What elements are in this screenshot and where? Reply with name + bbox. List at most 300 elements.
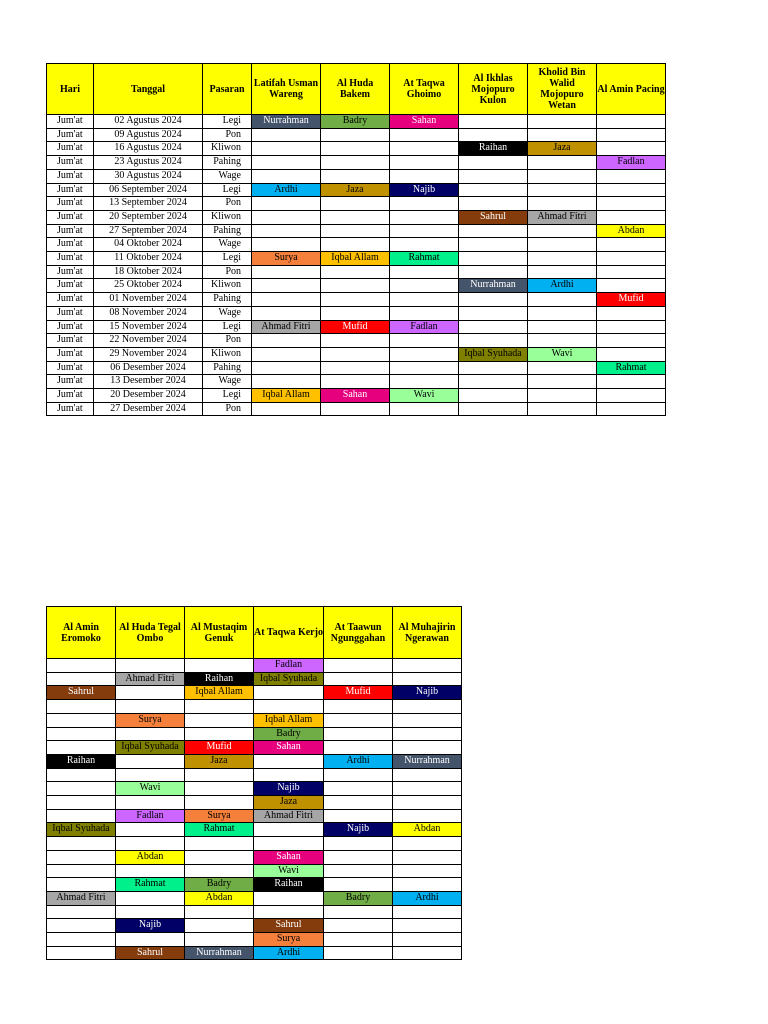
- table-cell: [47, 850, 116, 864]
- table-row: [47, 823, 462, 837]
- table-cell: Jum'at: [47, 156, 94, 170]
- table-cell: Legi: [203, 389, 252, 403]
- table-cell: Jum'at: [47, 142, 94, 156]
- column-header: Hari: [47, 64, 94, 115]
- table-cell: [185, 905, 254, 919]
- table-cell: Raihan: [47, 754, 116, 768]
- table-cell: [252, 142, 321, 156]
- table-cell: 22 November 2024: [94, 334, 203, 348]
- table-cell: [390, 375, 459, 389]
- table-cell: Mufid: [321, 320, 390, 334]
- table-cell: [597, 279, 666, 293]
- table-cell: [459, 224, 528, 238]
- table-cell: [324, 864, 393, 878]
- table-cell: [393, 905, 462, 919]
- table-cell: Pon: [203, 265, 252, 279]
- table-cell: [459, 265, 528, 279]
- table-cell: Sahan: [390, 115, 459, 129]
- table-row: [47, 347, 666, 361]
- table-cell: Badry: [185, 878, 254, 892]
- table-cell: [528, 197, 597, 211]
- table-cell: [459, 361, 528, 375]
- table-cell: [597, 306, 666, 320]
- table-cell: Wavi: [390, 389, 459, 403]
- table-cell: [324, 919, 393, 933]
- table-cell: Jum'at: [47, 115, 94, 129]
- table-cell: [528, 183, 597, 197]
- table-cell: Jum'at: [47, 306, 94, 320]
- table-cell: [390, 293, 459, 307]
- table-cell: [528, 334, 597, 348]
- table-cell: 08 November 2024: [94, 306, 203, 320]
- table-row: [47, 224, 666, 238]
- table-cell: [459, 183, 528, 197]
- table-cell: Pon: [203, 197, 252, 211]
- table-row: [47, 713, 462, 727]
- table-cell: [47, 700, 116, 714]
- table-cell: [459, 375, 528, 389]
- table-cell: Legi: [203, 115, 252, 129]
- table-cell: Badry: [321, 115, 390, 129]
- table-cell: Abdan: [185, 891, 254, 905]
- table-cell: [321, 224, 390, 238]
- table-cell: [324, 933, 393, 947]
- table-cell: Wage: [203, 375, 252, 389]
- table-cell: [324, 796, 393, 810]
- table-cell: [459, 169, 528, 183]
- table-cell: [185, 837, 254, 851]
- table-cell: [324, 727, 393, 741]
- table-cell: [185, 727, 254, 741]
- table-cell: 13 Desember 2024: [94, 375, 203, 389]
- table-row: [47, 672, 462, 686]
- table-cell: [321, 238, 390, 252]
- table-cell: [393, 782, 462, 796]
- column-header: Al Huda Bakem: [321, 64, 390, 115]
- schedule-table-1: [46, 63, 666, 416]
- table-cell: Jaza: [528, 142, 597, 156]
- table-cell: Wage: [203, 238, 252, 252]
- table-row: [47, 782, 462, 796]
- table-cell: [390, 210, 459, 224]
- table-cell: [116, 837, 185, 851]
- table-cell: Jum'at: [47, 334, 94, 348]
- table-cell: Rahmat: [185, 823, 254, 837]
- table-row: [47, 402, 666, 416]
- table-row: [47, 768, 462, 782]
- table-cell: [597, 197, 666, 211]
- table-row: [47, 809, 462, 823]
- table-cell: [528, 224, 597, 238]
- table-cell: [321, 197, 390, 211]
- table-cell: [47, 905, 116, 919]
- table-cell: [390, 128, 459, 142]
- table-row: [47, 891, 462, 905]
- table-cell: [47, 727, 116, 741]
- table-cell: [252, 128, 321, 142]
- table-cell: 06 Desember 2024: [94, 361, 203, 375]
- table-cell: Jum'at: [47, 279, 94, 293]
- table-cell: [459, 128, 528, 142]
- table-cell: [116, 905, 185, 919]
- table-cell: Ardhi: [393, 891, 462, 905]
- table-cell: [393, 727, 462, 741]
- table-cell: [393, 864, 462, 878]
- table-cell: [390, 156, 459, 170]
- table-cell: Mufid: [185, 741, 254, 755]
- table-row: [47, 659, 462, 673]
- table-row: [47, 252, 666, 266]
- table-cell: [252, 169, 321, 183]
- table-cell: [528, 115, 597, 129]
- table-row: [47, 741, 462, 755]
- table-cell: [390, 265, 459, 279]
- table-cell: Fadlan: [390, 320, 459, 334]
- table-cell: Mufid: [597, 293, 666, 307]
- table-cell: [528, 402, 597, 416]
- column-header: Al Huda Tegal Ombo: [116, 607, 185, 659]
- table-cell: [393, 878, 462, 892]
- table-row: [47, 115, 666, 129]
- table-cell: Pon: [203, 334, 252, 348]
- table-row: [47, 905, 462, 919]
- table-cell: [390, 238, 459, 252]
- table-row: [47, 197, 666, 211]
- column-header: At Taqwa Kerjo: [254, 607, 324, 659]
- table-cell: 20 September 2024: [94, 210, 203, 224]
- table-cell: 06 September 2024: [94, 183, 203, 197]
- table-cell: [324, 659, 393, 673]
- table-cell: [47, 672, 116, 686]
- table-cell: Rahmat: [597, 361, 666, 375]
- table-cell: [528, 128, 597, 142]
- table-row: [47, 686, 462, 700]
- table-cell: Rahmat: [116, 878, 185, 892]
- table-cell: [116, 823, 185, 837]
- table-row: [47, 210, 666, 224]
- table-cell: [390, 279, 459, 293]
- table-row: [47, 320, 666, 334]
- table-cell: Jum'at: [47, 210, 94, 224]
- table-cell: [597, 402, 666, 416]
- table-cell: [185, 919, 254, 933]
- table-row: [47, 375, 666, 389]
- table-cell: Ahmad Fitri: [47, 891, 116, 905]
- column-header: At Taawun Ngunggahan: [324, 607, 393, 659]
- table-cell: [47, 659, 116, 673]
- table-cell: 25 Oktober 2024: [94, 279, 203, 293]
- table-cell: Najib: [324, 823, 393, 837]
- table-cell: [185, 700, 254, 714]
- table-cell: 27 September 2024: [94, 224, 203, 238]
- table-cell: 13 September 2024: [94, 197, 203, 211]
- table-cell: Sahan: [321, 389, 390, 403]
- table-cell: [254, 700, 324, 714]
- table-cell: [393, 837, 462, 851]
- table-cell: [597, 169, 666, 183]
- table-cell: [390, 347, 459, 361]
- table-cell: [47, 768, 116, 782]
- table-cell: Pahing: [203, 224, 252, 238]
- table-cell: [252, 210, 321, 224]
- table-cell: Jum'at: [47, 128, 94, 142]
- table-cell: Najib: [390, 183, 459, 197]
- table-cell: [324, 850, 393, 864]
- table-cell: Jum'at: [47, 183, 94, 197]
- table-row: [47, 919, 462, 933]
- column-header: Al Amin Pacing: [597, 64, 666, 115]
- table-cell: [185, 659, 254, 673]
- table-cell: [528, 169, 597, 183]
- table-cell: [252, 238, 321, 252]
- table-cell: Najib: [254, 782, 324, 796]
- table-cell: [321, 265, 390, 279]
- table-row: [47, 933, 462, 947]
- table-cell: [254, 823, 324, 837]
- table-cell: [185, 782, 254, 796]
- table-cell: [597, 128, 666, 142]
- table-cell: 01 November 2024: [94, 293, 203, 307]
- table-cell: [252, 361, 321, 375]
- column-header: Tanggal: [94, 64, 203, 115]
- table-cell: [252, 197, 321, 211]
- table-cell: [252, 156, 321, 170]
- table-cell: [393, 659, 462, 673]
- table-cell: 18 Oktober 2024: [94, 265, 203, 279]
- table-cell: [252, 347, 321, 361]
- table-cell: [390, 224, 459, 238]
- table-cell: Pahing: [203, 156, 252, 170]
- table-cell: [459, 197, 528, 211]
- table-cell: Raihan: [185, 672, 254, 686]
- table-cell: 04 Oktober 2024: [94, 238, 203, 252]
- table-cell: [459, 252, 528, 266]
- table-cell: Wavi: [254, 864, 324, 878]
- table-cell: [528, 389, 597, 403]
- table-2-header-row: [47, 607, 462, 659]
- table-cell: [185, 768, 254, 782]
- table-cell: [116, 700, 185, 714]
- table-cell: Iqbal Syuhada: [116, 741, 185, 755]
- table-cell: [321, 402, 390, 416]
- table-cell: [393, 946, 462, 960]
- table-cell: Jum'at: [47, 389, 94, 403]
- table-cell: [324, 946, 393, 960]
- table-cell: Jum'at: [47, 265, 94, 279]
- table-cell: [252, 306, 321, 320]
- table-cell: Jaza: [185, 754, 254, 768]
- table-cell: [528, 293, 597, 307]
- table-row: [47, 727, 462, 741]
- table-cell: Jum'at: [47, 293, 94, 307]
- table-cell: [459, 238, 528, 252]
- table-cell: [252, 293, 321, 307]
- table-cell: [393, 713, 462, 727]
- table-cell: [459, 306, 528, 320]
- table-cell: [252, 334, 321, 348]
- table-cell: [321, 210, 390, 224]
- table-cell: 11 Oktober 2024: [94, 252, 203, 266]
- table-cell: [597, 320, 666, 334]
- table-cell: Wage: [203, 306, 252, 320]
- table-cell: [459, 389, 528, 403]
- table-cell: [254, 905, 324, 919]
- table-cell: Fadlan: [116, 809, 185, 823]
- table-cell: [459, 402, 528, 416]
- table-cell: [597, 142, 666, 156]
- table-row: [47, 306, 666, 320]
- table-row: [47, 183, 666, 197]
- table-cell: Iqbal Syuhada: [459, 347, 528, 361]
- table-cell: [254, 686, 324, 700]
- table-cell: Ahmad Fitri: [252, 320, 321, 334]
- table-cell: Jum'at: [47, 347, 94, 361]
- table-cell: Kliwon: [203, 210, 252, 224]
- table-cell: Jaza: [321, 183, 390, 197]
- table-cell: [321, 142, 390, 156]
- table-cell: [393, 809, 462, 823]
- table-cell: [393, 796, 462, 810]
- table-cell: [252, 375, 321, 389]
- table-row: [47, 142, 666, 156]
- column-header: Al Amin Eromoko: [47, 607, 116, 659]
- table-cell: 20 Desember 2024: [94, 389, 203, 403]
- table-cell: Ardhi: [254, 946, 324, 960]
- table-row: [47, 946, 462, 960]
- table-cell: [597, 265, 666, 279]
- table-cell: Wage: [203, 169, 252, 183]
- table-cell: 29 November 2024: [94, 347, 203, 361]
- table-row: [47, 361, 666, 375]
- table-cell: [528, 306, 597, 320]
- table-cell: [185, 850, 254, 864]
- table-cell: [528, 252, 597, 266]
- table-cell: [390, 142, 459, 156]
- table-cell: [597, 375, 666, 389]
- table-cell: Raihan: [254, 878, 324, 892]
- table-cell: Abdan: [597, 224, 666, 238]
- table-cell: Surya: [252, 252, 321, 266]
- table-cell: [390, 361, 459, 375]
- table-cell: Jum'at: [47, 224, 94, 238]
- table-row: [47, 837, 462, 851]
- table-cell: [47, 713, 116, 727]
- table-row: [47, 700, 462, 714]
- table-cell: Legi: [203, 320, 252, 334]
- table-cell: [47, 933, 116, 947]
- table-cell: [185, 864, 254, 878]
- table-cell: [324, 700, 393, 714]
- schedule-table-2: [46, 606, 462, 960]
- table-cell: Badry: [254, 727, 324, 741]
- table-cell: Jum'at: [47, 375, 94, 389]
- table-cell: [321, 375, 390, 389]
- table-cell: Pon: [203, 128, 252, 142]
- table-cell: 30 Agustus 2024: [94, 169, 203, 183]
- table-cell: Fadlan: [597, 156, 666, 170]
- table-cell: [254, 837, 324, 851]
- table-cell: [528, 238, 597, 252]
- table-cell: [390, 306, 459, 320]
- table-cell: Jaza: [254, 796, 324, 810]
- table-cell: [597, 115, 666, 129]
- table-row: [47, 796, 462, 810]
- table-cell: [252, 279, 321, 293]
- table-cell: Najib: [393, 686, 462, 700]
- table-cell: Ahmad Fitri: [254, 809, 324, 823]
- table-cell: [47, 837, 116, 851]
- table-cell: Wavi: [116, 782, 185, 796]
- table-cell: [324, 878, 393, 892]
- table-cell: Pahing: [203, 293, 252, 307]
- table-cell: [528, 375, 597, 389]
- table-row: [47, 128, 666, 142]
- table-cell: [321, 279, 390, 293]
- table-cell: Jum'at: [47, 238, 94, 252]
- table-cell: [116, 659, 185, 673]
- table-cell: 16 Agustus 2024: [94, 142, 203, 156]
- table-cell: Ahmad Fitri: [116, 672, 185, 686]
- table-row: [47, 850, 462, 864]
- table-cell: [324, 672, 393, 686]
- table-cell: 27 Desember 2024: [94, 402, 203, 416]
- table-cell: [390, 402, 459, 416]
- table-cell: Wavi: [528, 347, 597, 361]
- table-cell: [116, 933, 185, 947]
- table-cell: [116, 727, 185, 741]
- table-cell: [528, 156, 597, 170]
- table-cell: [47, 878, 116, 892]
- table-cell: [321, 361, 390, 375]
- table-cell: Iqbal Allam: [254, 713, 324, 727]
- table-cell: Rahmat: [390, 252, 459, 266]
- table-cell: Sahan: [254, 741, 324, 755]
- table-cell: Najib: [116, 919, 185, 933]
- table-cell: Mufid: [324, 686, 393, 700]
- table-cell: [185, 933, 254, 947]
- table-cell: [459, 320, 528, 334]
- table-row: [47, 293, 666, 307]
- table-row: [47, 878, 462, 892]
- table-cell: [47, 741, 116, 755]
- table-cell: Iqbal Allam: [185, 686, 254, 700]
- table-cell: [393, 850, 462, 864]
- table-cell: [528, 361, 597, 375]
- column-header: Al Mustaqim Genuk: [185, 607, 254, 659]
- table-row: [47, 754, 462, 768]
- table-cell: [459, 293, 528, 307]
- table-cell: [597, 389, 666, 403]
- table-cell: [390, 197, 459, 211]
- table-cell: [252, 224, 321, 238]
- table-cell: [321, 306, 390, 320]
- table-cell: [324, 782, 393, 796]
- table-cell: [116, 891, 185, 905]
- table-cell: Sahan: [254, 850, 324, 864]
- table-cell: Iqbal Syuhada: [254, 672, 324, 686]
- table-cell: Fadlan: [254, 659, 324, 673]
- table-cell: [185, 796, 254, 810]
- table-cell: Surya: [254, 933, 324, 947]
- table-cell: [321, 156, 390, 170]
- table-cell: Kliwon: [203, 347, 252, 361]
- table-cell: Jum'at: [47, 320, 94, 334]
- table-cell: [47, 809, 116, 823]
- table-1-header-row: [47, 64, 666, 115]
- table-cell: [321, 128, 390, 142]
- table-cell: [528, 320, 597, 334]
- table-cell: 02 Agustus 2024: [94, 115, 203, 129]
